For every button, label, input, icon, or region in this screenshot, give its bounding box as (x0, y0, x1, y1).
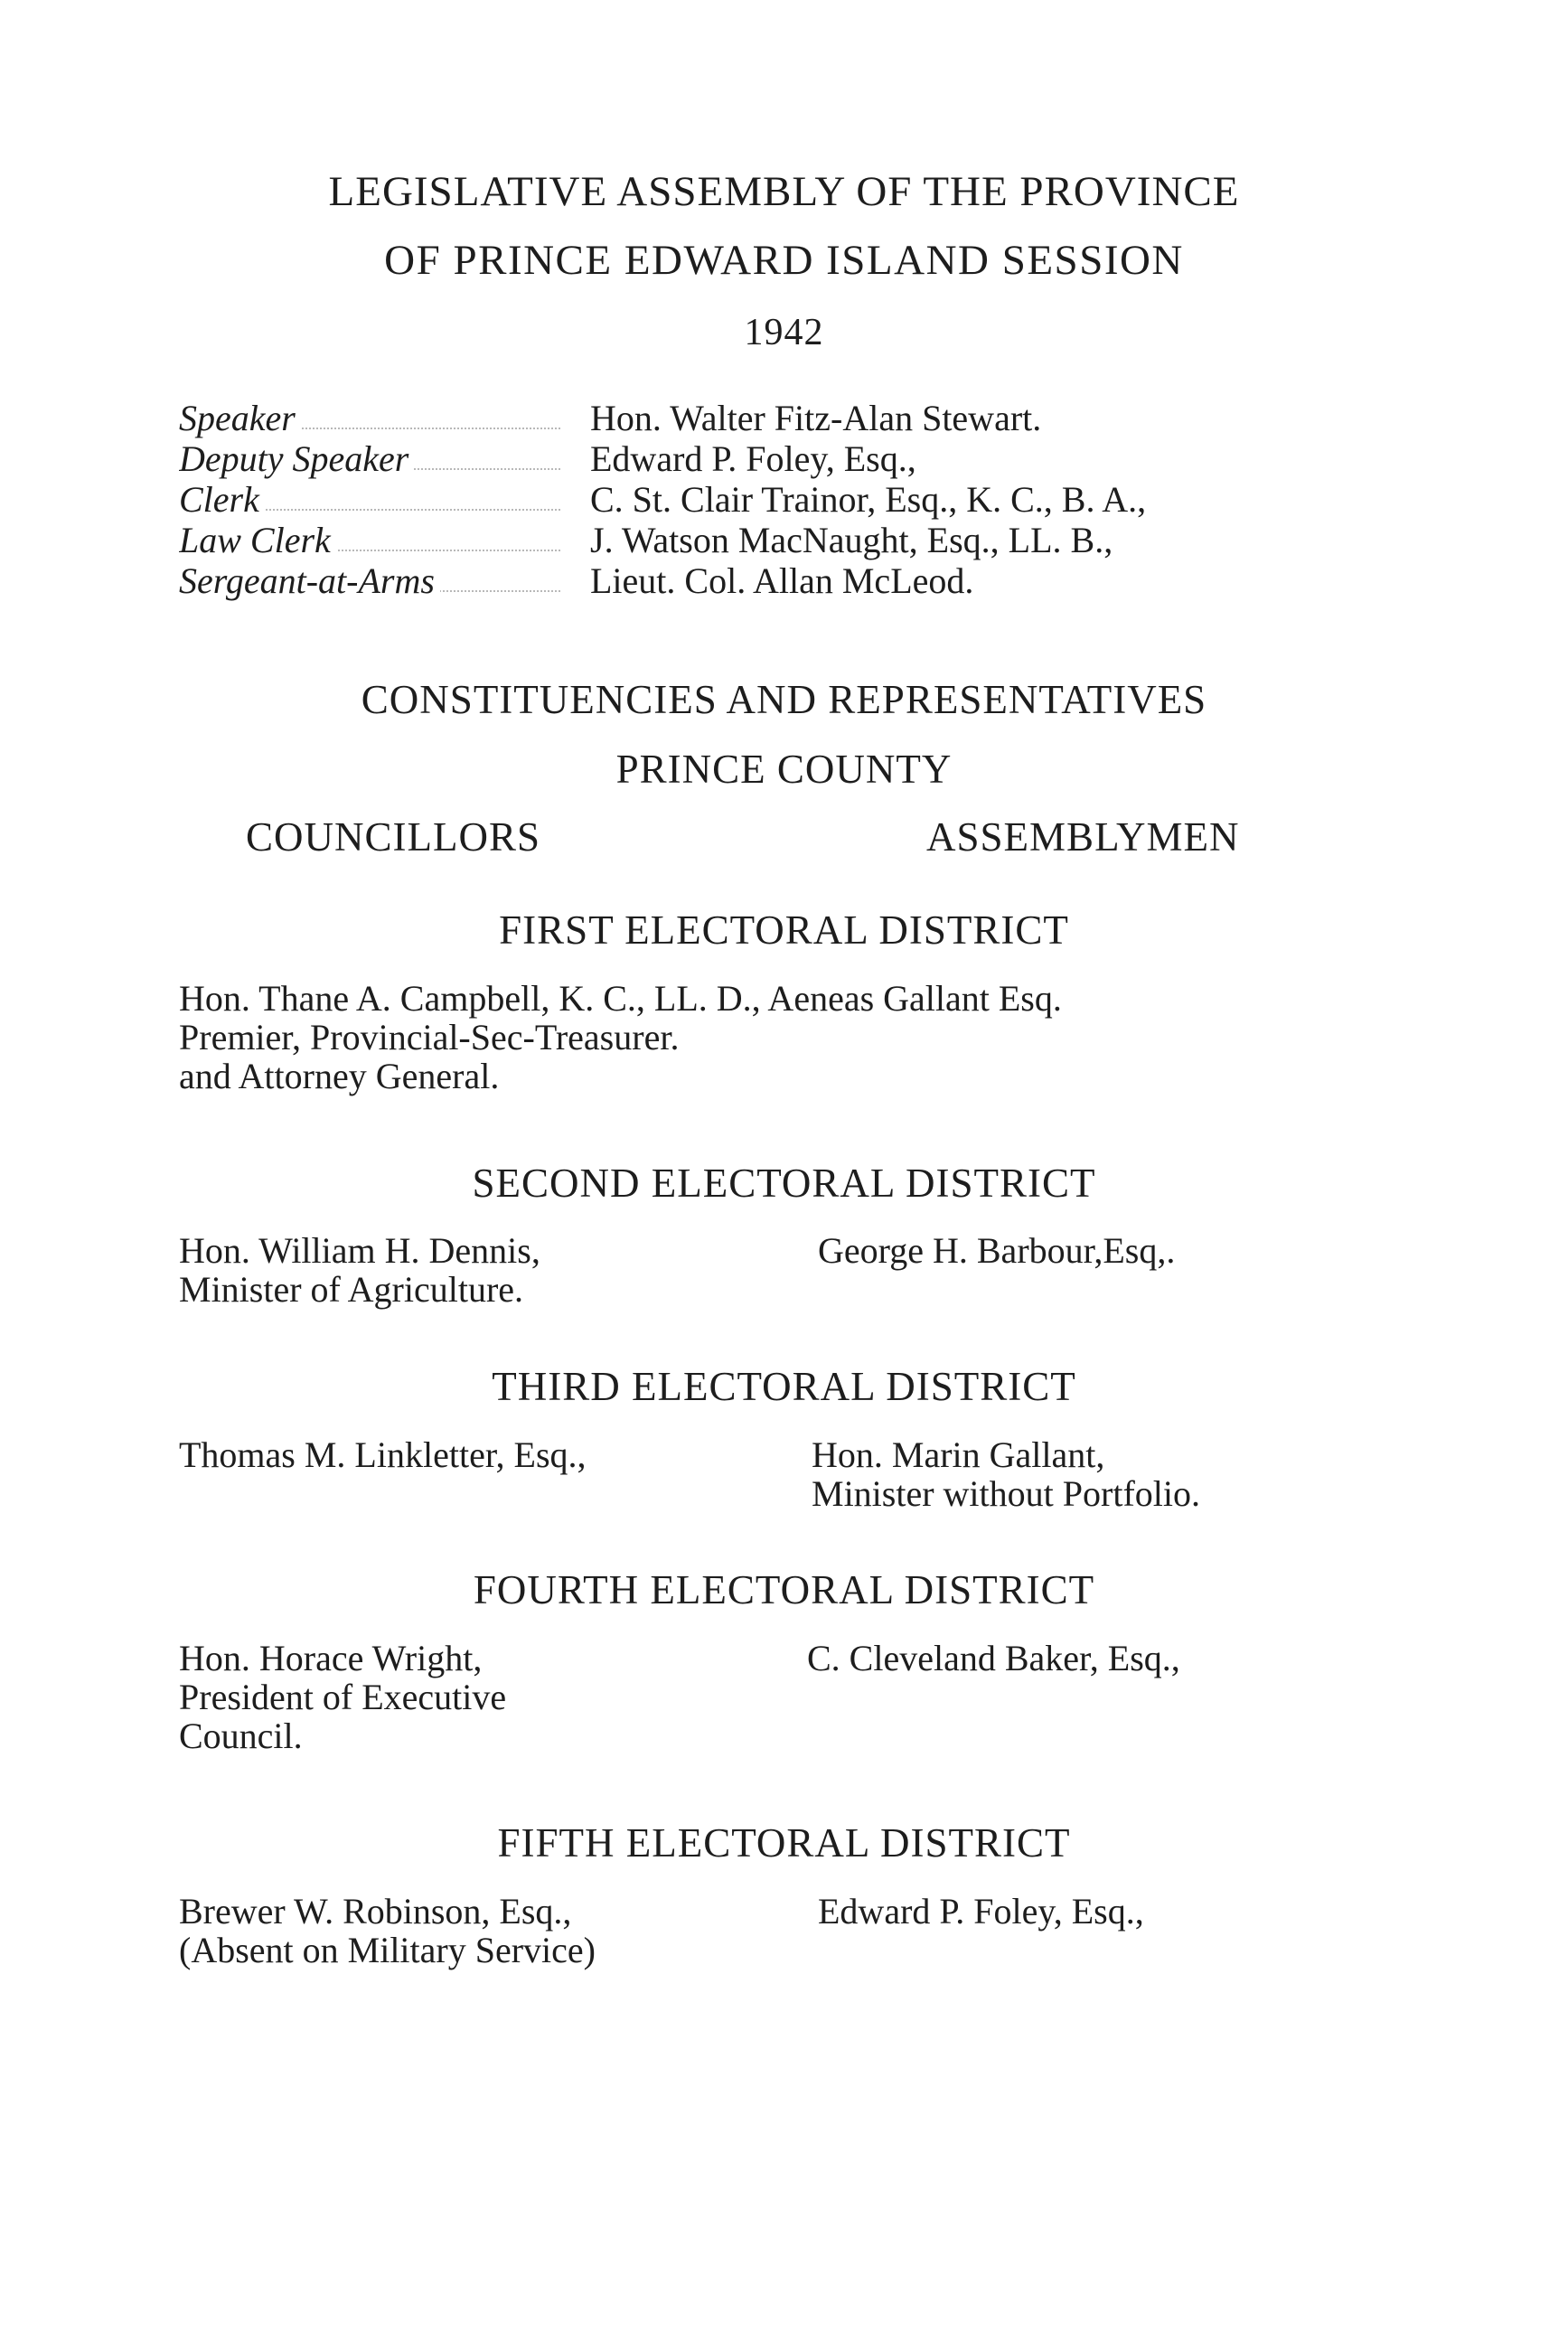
column-heading-assemblymen: ASSEMBLYMEN (926, 814, 1240, 860)
officer-role: Speaker (179, 398, 568, 438)
section-heading: CONSTITUENCIES AND REPRESENTATIVES (361, 677, 1207, 722)
district-heading: FIRST ELECTORAL DISTRICT (499, 907, 1069, 953)
officer-row (179, 560, 1372, 601)
officer-name: Edward P. Foley, Esq., (590, 438, 916, 479)
councillor-line: Minister of Agriculture. (179, 1269, 524, 1310)
district-heading: THIRD ELECTORAL DISTRICT (492, 1364, 1076, 1409)
district-heading: SECOND ELECTORAL DISTRICT (472, 1161, 1096, 1206)
officer-role: Law Clerk (179, 520, 568, 560)
title-year: 1942 (744, 312, 824, 353)
assemblyman-line: George H. Barbour,Esq,. (818, 1230, 1176, 1271)
assemblyman-line: Edward P. Foley, Esq., (818, 1891, 1144, 1932)
title-line-1: LEGISLATIVE ASSEMBLY OF THE PROVINCE (328, 168, 1240, 215)
councillor-line: Council. (179, 1716, 303, 1756)
officer-role: Sergeant-at-Arms (179, 560, 568, 601)
district-heading: FOURTH ELECTORAL DISTRICT (473, 1567, 1095, 1612)
officer-row (179, 520, 1372, 560)
officer-name: Lieut. Col. Allan McLeod. (590, 560, 974, 601)
councillor-line: Hon. Thane A. Campbell, K. C., LL. D., Aeneas Gallant Esq. (179, 978, 1062, 1019)
county-heading: PRINCE COUNTY (615, 747, 953, 792)
officer-row (179, 479, 1372, 520)
councillor-line: Premier, Provincial-Sec-Treasurer. (179, 1017, 680, 1058)
councillor-line: Hon. Horace Wright, (179, 1638, 483, 1678)
officer-role: Deputy Speaker (179, 438, 568, 479)
councillor-line: Thomas M. Linkletter, Esq., (179, 1434, 587, 1475)
councillor-line: Hon. William H. Dennis, (179, 1230, 540, 1271)
officer-role: Clerk (179, 479, 568, 520)
officer-row (179, 398, 1372, 438)
title-line-2: OF PRINCE EDWARD ISLAND SESSION (384, 237, 1184, 284)
assemblyman-line: Hon. Marin Gallant, (812, 1434, 1105, 1475)
assemblyman-line: Minister without Portfolio. (812, 1473, 1200, 1514)
officer-name: J. Watson MacNaught, Esq., LL. B., (590, 520, 1113, 560)
officer-row (179, 438, 1372, 479)
officer-name: Hon. Walter Fitz-Alan Stewart. (590, 398, 1042, 438)
officer-name: C. St. Clair Trainor, Esq., K. C., B. A., (590, 479, 1147, 520)
officers-list (179, 398, 1372, 601)
councillor-line: (Absent on Military Service) (179, 1930, 596, 1970)
assemblyman-line: C. Cleveland Baker, Esq., (807, 1638, 1180, 1678)
councillor-line: President of Executive (179, 1677, 507, 1717)
district-heading: FIFTH ELECTORAL DISTRICT (497, 1820, 1071, 1866)
column-heading-councillors: COUNCILLORS (246, 814, 541, 860)
councillor-line: Brewer W. Robinson, Esq., (179, 1891, 572, 1932)
councillor-line: and Attorney General. (179, 1056, 500, 1096)
